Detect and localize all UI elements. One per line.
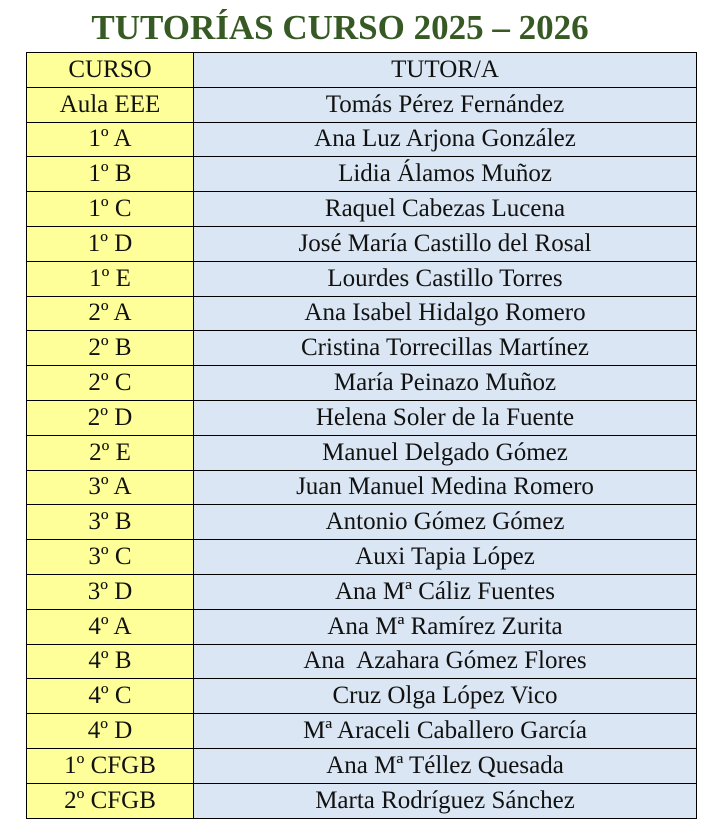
course-cell: Aula EEE [27,87,194,122]
table-row [27,366,697,401]
table-row [27,331,697,366]
tutor-cell: María Peinazo Muñoz [194,366,697,401]
tutor-cell: Helena Soler de la Fuente [194,400,697,435]
course-cell: 1º CFGB [27,748,194,783]
course-cell: 2º D [27,400,194,435]
course-cell: 4º A [27,609,194,644]
course-cell: 3º C [27,540,194,575]
table-row [27,679,697,714]
course-cell: 1º A [27,122,194,157]
table-body [27,87,697,818]
tutors-table [26,52,697,819]
tutor-cell: Cruz Olga López Vico [194,679,697,714]
tutor-cell: Marta Rodríguez Sánchez [194,783,697,818]
table-row [27,540,697,575]
course-cell: 1º C [27,192,194,227]
table-row [27,122,697,157]
table-row [27,714,697,749]
tutor-cell: Ana Mª Ramírez Zurita [194,609,697,644]
course-cell: 2º B [27,331,194,366]
course-cell: 3º B [27,505,194,540]
course-cell: 1º B [27,157,194,192]
table-row [27,261,697,296]
tutor-cell: Auxi Tapia López [194,540,697,575]
course-cell: 1º D [27,226,194,261]
table-row [27,644,697,679]
course-cell: 1º E [27,261,194,296]
tutor-cell: Ana Mª Cáliz Fuentes [194,574,697,609]
table-row [27,400,697,435]
course-cell: 2º C [27,366,194,401]
tutor-cell: Ana Luz Arjona González [194,122,697,157]
header-tutor: TUTOR/A [194,53,697,88]
tutor-cell: Lourdes Castillo Torres [194,261,697,296]
table-row [27,574,697,609]
course-cell: 4º B [27,644,194,679]
course-cell: 3º D [27,574,194,609]
table-row [27,748,697,783]
course-cell: 2º E [27,435,194,470]
tutor-cell: Ana Mª Téllez Quesada [194,748,697,783]
table-row [27,435,697,470]
table-row [27,296,697,331]
tutor-cell: Juan Manuel Medina Romero [194,470,697,505]
header-course: CURSO [27,53,194,88]
table-row [27,609,697,644]
tutor-cell: Mª Araceli Caballero García [194,714,697,749]
tutor-cell: Raquel Cabezas Lucena [194,192,697,227]
course-cell: 2º A [27,296,194,331]
table-header-row [27,53,697,88]
table-row [27,783,697,818]
page-title: TUTORÍAS CURSO 2025 – 2026 [91,8,589,47]
tutor-cell: Tomás Pérez Fernández [194,87,697,122]
table-row [27,470,697,505]
tutor-cell: Antonio Gómez Gómez [194,505,697,540]
table-row [27,505,697,540]
tutor-cell: Cristina Torrecillas Martínez [194,331,697,366]
tutor-cell: Manuel Delgado Gómez [194,435,697,470]
course-cell: 2º CFGB [27,783,194,818]
course-cell: 3º A [27,470,194,505]
table-row [27,192,697,227]
course-cell: 4º C [27,679,194,714]
tutor-cell: Ana Isabel Hidalgo Romero [194,296,697,331]
tutor-cell: José María Castillo del Rosal [194,226,697,261]
tutor-cell: Ana Azahara Gómez Flores [194,644,697,679]
table-row [27,157,697,192]
table-row [27,87,697,122]
table-row [27,226,697,261]
course-cell: 4º D [27,714,194,749]
tutor-cell: Lidia Álamos Muñoz [194,157,697,192]
